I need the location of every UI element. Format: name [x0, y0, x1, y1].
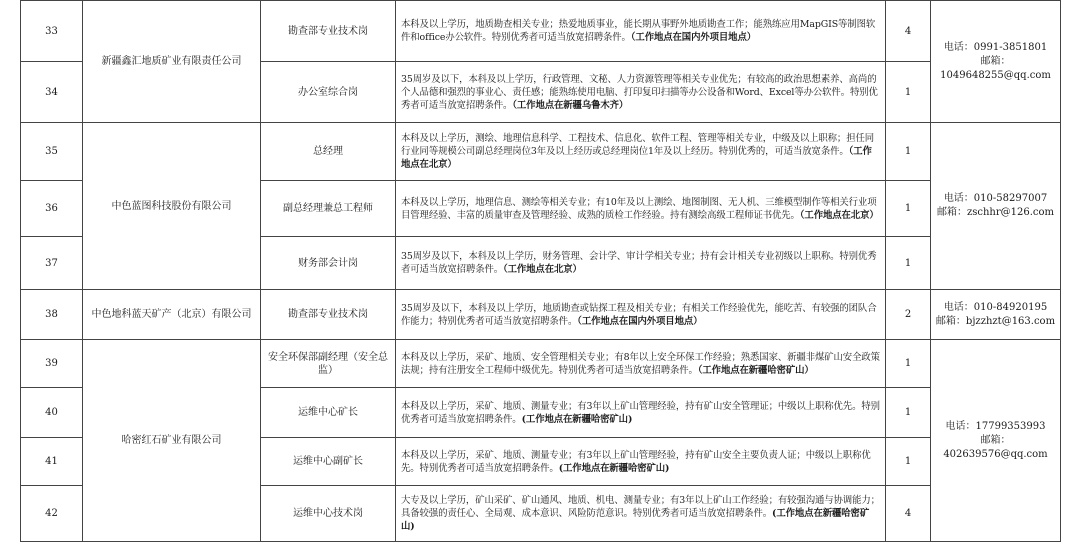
work-location: （工作地点在新疆哈密矿山）	[697, 364, 814, 376]
headcount: 1	[886, 181, 931, 237]
row-number: 33	[21, 1, 83, 62]
position-name: 运维中心副矿长	[261, 438, 396, 486]
contact-phone: 电话：010-84920195	[943, 301, 1048, 313]
contact-phone: 电话：010-58297007	[943, 193, 1048, 204]
company-name: 哈密红石矿业有限公司	[83, 340, 261, 542]
requirements-text: 35周岁及以下，本科及以上学历，行政管理、文秘、人力资源管理等相关专业优先；有较高的政治思想素养、高尚的个人品德和强烈的事业心、责任感；能熟练使用电脑、打印复印扫描等办公设备和Word、Excel等办公软件。特别优秀者可适当放宽招聘条件。	[401, 73, 878, 111]
requirements	[396, 123, 886, 181]
requirements	[396, 290, 886, 340]
company-name: 新疆鑫汇地质矿业有限责任公司	[83, 1, 261, 123]
headcount: 1	[886, 438, 931, 486]
company-name: 中色蓝图科技股份有限公司	[83, 123, 261, 290]
position-name: 总经理	[261, 123, 396, 181]
row-number: 36	[21, 181, 83, 237]
row-number: 42	[21, 486, 83, 542]
work-location: （工作地点在北京）	[799, 209, 879, 221]
position-name: 运维中心矿长	[261, 388, 396, 438]
position-name: 财务部会计岗	[261, 237, 396, 290]
position-name: 勘查部专业技术岗	[261, 290, 396, 340]
position-name: 运维中心技术岗	[261, 486, 396, 542]
row-number: 40	[21, 388, 83, 438]
requirements	[396, 181, 886, 237]
row-number: 37	[21, 237, 83, 290]
work-location: （工作地点在新疆乌鲁木齐）	[512, 99, 629, 111]
contact-email: 邮箱：zschhr@126.com	[936, 207, 1055, 218]
row-number: 41	[21, 438, 83, 486]
requirements-text: 35周岁及以下，本科及以上学历，财务管理、会计学、审计学相关专业；持有会计相关专业初级以上职称。特别优秀者可适当放宽招聘条件。	[401, 251, 877, 275]
requirements	[396, 237, 886, 290]
headcount: 1	[886, 123, 931, 181]
position-name: 办公室综合岗	[261, 62, 396, 123]
headcount: 4	[886, 1, 931, 62]
work-location: （工作地点在国内外项目地点）	[630, 32, 757, 43]
table-row	[21, 123, 1061, 181]
row-number: 34	[21, 62, 83, 123]
row-number: 35	[21, 123, 83, 181]
table-row	[21, 340, 1061, 388]
work-location: (工作地点在新疆哈密矿山)	[558, 462, 670, 474]
headcount: 4	[886, 486, 931, 542]
requirements	[396, 62, 886, 123]
requirements	[396, 486, 886, 542]
requirements-text: 35周岁及以下，本科及以上学历，地质勘查或钻探工程及相关专业；有相关工作经验优先，能吃苦、有较强的团队合作能力；特别优秀者可适当放宽招聘条件。	[401, 302, 877, 327]
contact-info	[931, 340, 1061, 542]
position-name: 勘查部专业技术岗	[261, 1, 396, 62]
requirements-text: 本科及以上学历，采矿、地质、安全管理相关专业；有8年以上安全环保工作经验；熟悉国家、新疆非煤矿山安全政策法规；持有注册安全工程师中级优先。特别优秀者可适当放宽招聘条件。	[401, 351, 880, 376]
row-number: 39	[21, 340, 83, 388]
company-name: 中色地科蓝天矿产（北京）有限公司	[83, 290, 261, 340]
contact-email: 邮箱：bjzzhzt@163.com	[935, 315, 1056, 327]
contact-phone: 电话：17799353993	[945, 420, 1046, 432]
requirements	[396, 388, 886, 438]
work-location: （工作地点在北京）	[401, 146, 872, 170]
requirements-text: 本科及以上学历，采矿、地质、测量专业；有3年以上矿山管理经验，持有矿山安全管理证；中级以上职称优先。特别优秀者可适当放宽招聘条件。	[401, 400, 880, 425]
requirements	[396, 438, 886, 486]
work-location: （工作地点在北京）	[503, 264, 582, 275]
headcount: 1	[886, 62, 931, 123]
work-location: (工作地点在新疆哈密矿山)	[401, 508, 870, 532]
headcount: 2	[886, 290, 931, 340]
contact-info	[931, 123, 1061, 290]
contact-phone: 电话：0991-3851801	[943, 41, 1048, 53]
requirements	[396, 340, 886, 388]
contact-info	[931, 290, 1061, 340]
requirements-text: 本科及以上学历，地理信息、测绘等相关专业；有10年及以上测绘、地图制图、无人机、三维模型制作等相关行业项目管理经验、丰富的质量审查及管理经验、成熟的质检工作经验。持有测绘高级工程师证书优先。	[401, 196, 877, 221]
contact-email: 邮箱：1049648255@qq.com	[940, 55, 1051, 81]
table-row	[21, 1, 1061, 62]
requirements-text: 大专及以上学历，矿山采矿、矿山通风、地质、机电、测量专业；有3年以上矿山工作经验；有较强沟通与协调能力；具备较强的责任心、全局观、成本意识、风险防范意识。特别优秀者可适当放宽招聘条件。	[401, 495, 880, 519]
headcount: 1	[886, 388, 931, 438]
requirements-text: 本科及以上学历，地质勘查相关专业；热爱地质事业，能长期从事野外地质勘查工作；能熟练应用MapGIS等制图软件和office办公软件。特别优秀者可适当放宽招聘条件。	[401, 19, 876, 43]
headcount: 1	[886, 340, 931, 388]
table-row	[21, 290, 1061, 340]
position-name: 副总经理兼总工程师	[261, 181, 396, 237]
work-location: （工作地点在国内外项目地点）	[577, 315, 703, 327]
requirements	[396, 1, 886, 62]
headcount: 1	[886, 237, 931, 290]
position-name: 安全环保部副经理（安全总监）	[261, 340, 396, 388]
contact-info	[931, 1, 1061, 123]
requirements-text: 本科及以上学历，采矿、地质、测量专业；有3年以上矿山管理经验，持有矿山安全主要负责人证；中级以上职称优先。特别优秀者可适当放宽招聘条件。	[401, 449, 871, 474]
contact-email: 邮箱：402639576@qq.com	[943, 434, 1048, 460]
recruitment-table	[20, 0, 1061, 542]
requirements-text: 本科及以上学历，测绘、地理信息科学、工程技术、信息化、软件工程、管理等相关专业，中级及以上职称；担任同行业同等规模公司副总经理岗位3年及以上经历或总经理岗位1年及以上经历。特别优秀的，可适当放宽条件。	[401, 133, 875, 157]
work-location: (工作地点在新疆哈密矿山)	[521, 413, 633, 425]
row-number: 38	[21, 290, 83, 340]
